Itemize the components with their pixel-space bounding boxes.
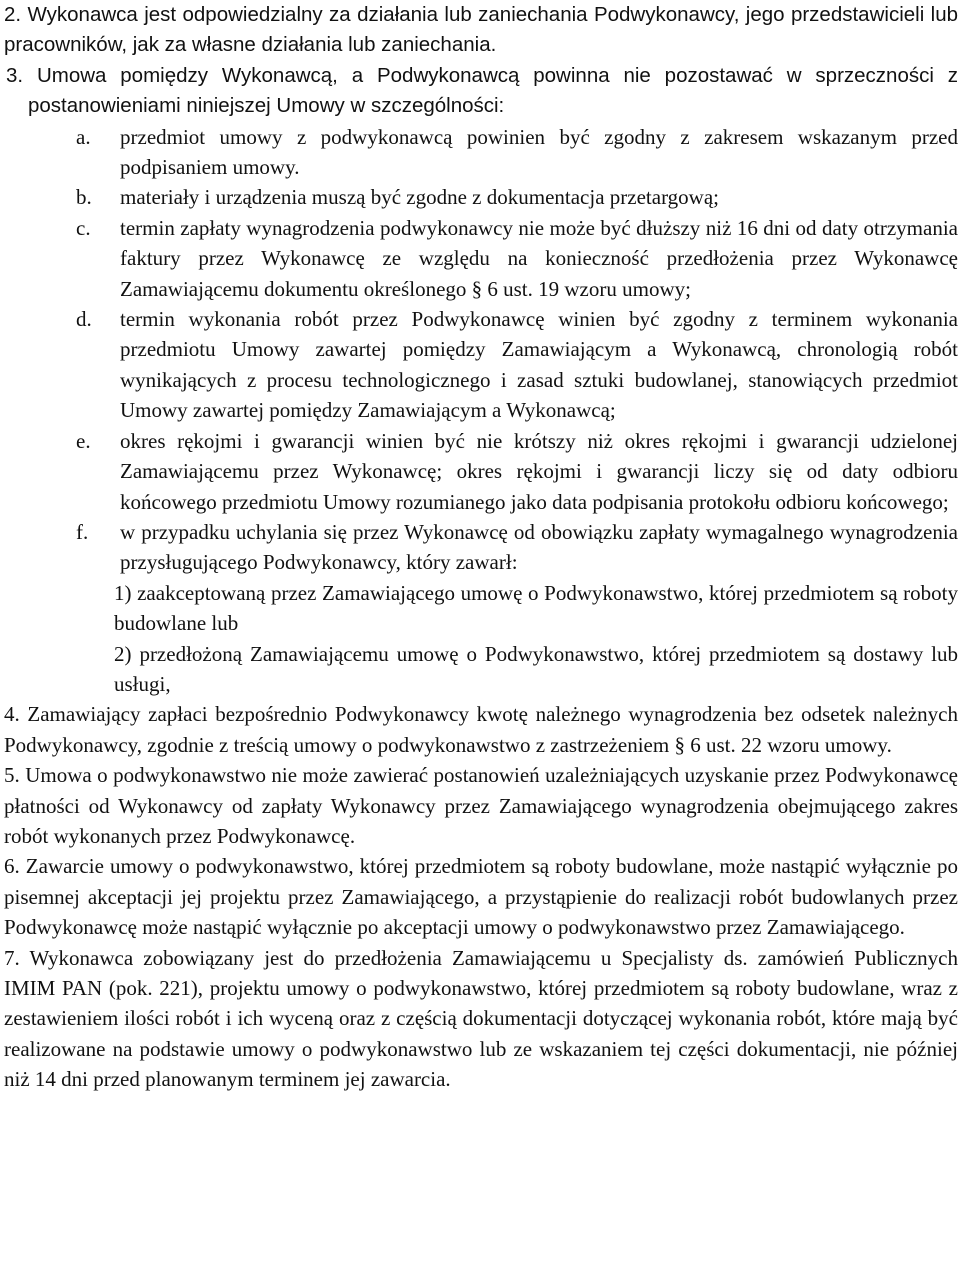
paragraph-5: 5. Umowa o podwykonawstwo nie może zawierać postanowień uzależniających uzyskanie przez Podwykonawcę płatności od Wykonawcy od zapłaty Wykonawcy przez Zamawiającego wynagrodzenia obejmującego zakres robót wykonanych przez Podwykonawcę. [4,763,958,848]
list-item-c [76,213,958,304]
list-item-d [76,304,958,426]
paragraph-6: 6. Zawarcie umowy o podwykonawstwo, której przedmiotem są roboty budowlane, może nastąpić wyłącznie po pisemnej akceptacji jej projektu przez Zamawiającego, a przystąpienie do realizacji robót budowlanych przez Podwykonawcę może nastąpić wyłącznie po akceptacji umowy o podwykonawstwo przez Zamawiającego. [4,854,958,940]
list-item-text: materiały i urządzenia muszą być zgodne z dokumentacja przetargową; [120,185,720,210]
paragraph-7: 7. Wykonawca zobowiązany jest do przedłożenia Zamawiającemu u Specjalisty ds. zamówień Publicznych IMIM PAN (pok. 221), projektu umowy o podwykonawstwo, której przedmiotem są roboty budowlane, wraz z zestawieniem ilości robót i ich wyceną oraz z częścią dokumentacji dotyczącej wykonania robót, które mają być realizowane na podstawie umowy o podwykonawstwo lub ze wskazaniem tej części dokumentacji, nie później niż 14 dni przed planowanym terminem jej zawarcia. [4,945,958,1092]
list-marker: e. [76,428,91,453]
list-item-f [76,517,958,578]
list-item-b [76,182,958,212]
sub-item-1: 1) zaakceptowaną przez Zamawiającego umowę o Podwykonawstwo, której przedmiotem są roboty budowlane lub [114,580,958,636]
list-item-text: termin zapłaty wynagrodzenia podwykonawcy nie może być dłuższy niż 16 dni od daty otrzymania faktury przez Wykonawcę ze względu na konieczność przedłożenia przez Wykonawcę Zamawiającemu dokumentu określonego § 6 ust. 19 wzoru umowy; [120,215,958,301]
list-item-a [76,122,958,183]
list-marker: d. [76,307,92,332]
list-marker: c. [76,215,91,240]
paragraph-4: 4. Zamawiający zapłaci bezpośrednio Podwykonawcy kwotę należnego wynagrodzenia bez odsetek należnych Podwykonawcy, zgodnie z treścią umowy o podwykonawstwo z zastrzeżeniem § 6 ust. 22 wzoru umowy. [4,702,958,757]
list-marker: a. [76,124,91,149]
list-item-text: okres rękojmi i gwarancji winien być nie krótszy niż okres rękojmi i gwarancji udzielonej Zamawiającemu przez Wykonawcę; okres rękojmi i gwarancji liczy się od daty odbioru końcowego przedmiotu Umowy rozumianego jako data podpisania protokołu odbioru końcowego; [120,428,958,514]
sub-item-2: 2) przedłożoną Zamawiającemu umowę o Podwykonawstwo, której przedmiotem są dostawy lub usługi, [114,641,958,696]
list-marker: b. [76,185,92,210]
paragraph-3: 3. Umowa pomiędzy Wykonawcą, a Podwykonawcą powinna nie pozostawać w sprzeczności z postanowieniami niniejszej Umowy w szczególności: [6,63,958,118]
list-marker: f. [76,519,89,544]
paragraph-2: 2. Wykonawca jest odpowiedzialny za działania lub zaniechania Podwykonawcy, jego przedstawicieli lub pracowników, jak za własne działania lub zaniechania. [4,3,958,57]
list-item-text: w przypadku uchylania się przez Wykonawcę od obowiązku zapłaty wymagalnego wynagrodzenia przysługującego Podwykonawcy, który zawarł: [120,519,958,575]
list-item-text: termin wykonania robót przez Podwykonawcę winien być zgodny z terminem wykonania przedmiotu Umowy zawartej pomiędzy Zamawiającym a Wykonawcą, chronologią robót wynikających z procesu technologicznego i zasad sztuki budowlanej, stanowiących przedmiot Umowy zawartej pomiędzy Zamawiającym a Wykonawcą; [120,307,958,423]
list-item-text: przedmiot umowy z podwykonawcą powinien być zgodny z zakresem wskazanym przed podpisaniem umowy. [120,124,958,180]
list-item-e [76,426,958,517]
